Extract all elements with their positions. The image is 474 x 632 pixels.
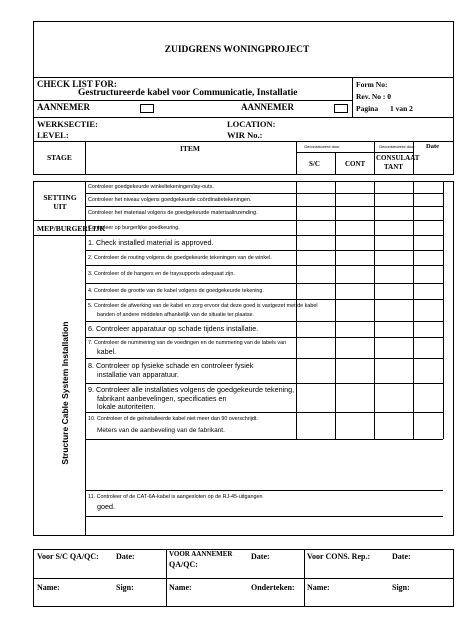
row-line xyxy=(85,321,443,322)
level-bottom-line xyxy=(33,141,454,142)
install-item-5-cont: banden of andere middelen afhankelijk van de situatie ter plaatse. xyxy=(97,312,255,318)
aannemer-top-line xyxy=(33,100,352,101)
install-item-8-cont: installatie van apparatuur. xyxy=(97,370,179,379)
install-item-11: 11. Controleer of de CAT-6A-kabel is aangesloten op de RJ-45-uitgangen xyxy=(88,494,263,500)
aannemer-label-1: AANNEMER xyxy=(37,102,90,112)
install-item-2: 2. Controleer de routing volgens de goedgekeurde tekeningen van de winkel. xyxy=(88,255,272,261)
stage-col-line xyxy=(85,141,86,175)
sc-col-line xyxy=(296,141,297,175)
location-label: LOCATION: xyxy=(227,119,276,129)
aannemer-checkbox-1[interactable] xyxy=(140,104,154,113)
pagina-value: 1 van 2 xyxy=(390,104,413,113)
tant-header: TANT xyxy=(384,163,403,171)
name-label-2: Name: xyxy=(169,583,192,592)
qa-qc-label: QA/QC: xyxy=(169,560,198,569)
aannemer-bottom-line xyxy=(33,117,454,118)
level-label: LEVEL: xyxy=(37,130,69,140)
install-item-9-cont: fabrikant aanbevelingen, specificaties en xyxy=(97,394,227,403)
date-label-2: Date: xyxy=(251,552,270,561)
row-line xyxy=(85,283,443,284)
row-line xyxy=(85,250,443,251)
wir-no-label: WIR No.: xyxy=(227,130,263,140)
geconstrueerd-line xyxy=(296,152,413,153)
aannemer-label-2: AANNEMER xyxy=(241,102,294,112)
checklist-subject: Gestructureerde kabel voor Communicatie, Installatie xyxy=(78,88,298,98)
row-line xyxy=(85,206,443,207)
row-line xyxy=(33,235,443,236)
setting-item: Controleer het materiaal volgens de goedgekeurde materiaalinzending. xyxy=(88,210,258,216)
install-item-3: 3. Controleer of de hangers en de traysupports adequaat zijn. xyxy=(88,271,235,277)
name-label-1: Name: xyxy=(37,583,60,592)
onderteken-label: Onderteken: xyxy=(251,583,295,592)
install-item-9: 9. Controleer alle installaties volgens de goedgekeurde tekening, xyxy=(88,385,295,394)
voor-sc-label: Voor S/C QA/QC: xyxy=(37,552,99,561)
install-item-9-cont2: lokale autoriteiten. xyxy=(97,402,156,411)
header-divider xyxy=(33,77,454,78)
cont-header: CONT xyxy=(345,160,366,168)
geconstrueerd-label-1: Geconstrueerd door xyxy=(304,144,340,149)
install-item-8: 8. Controleer op fysieke schade en controleer fysiek xyxy=(88,361,254,370)
consulaat-header: CONSULAAT xyxy=(376,154,420,162)
item-header: ITEM xyxy=(180,144,201,153)
date-label-1: Date: xyxy=(116,552,135,561)
install-item-10-cont: Meters van de aanbeveling van de fabrikant. xyxy=(97,427,225,434)
install-item-4: 4. Controleer de grootte van de kabel volgens de goedgekeurde tekening. xyxy=(88,288,264,294)
row-line xyxy=(85,337,443,338)
install-item-11-cont: goed. xyxy=(97,502,115,511)
setting-item: Controleer goedgekeurde winkeltekeningen/lay-outs. xyxy=(88,184,214,190)
werksectie-label: WERKSECTIE: xyxy=(37,119,98,129)
sc-header: S/C xyxy=(309,160,320,168)
pagina-label: Pagina xyxy=(356,104,379,113)
row-line xyxy=(85,265,443,266)
rev-no-label: Rev. No : 0 xyxy=(356,92,391,101)
cont-col-line xyxy=(335,152,336,175)
cons-col-line xyxy=(374,141,375,175)
row-line xyxy=(85,412,443,413)
name-label-3: Name: xyxy=(307,583,330,592)
install-item-6: 6. Controleer apparatuur op schade tijdens installatie. xyxy=(88,324,259,333)
row-line xyxy=(85,383,443,384)
row-line xyxy=(85,358,443,359)
setting-uit-label: SETTING UIT xyxy=(43,193,77,211)
stage-header: STAGE xyxy=(47,153,72,162)
setting-item: Controleer het niveau volgens goedgekeurde coördinatietekeningen. xyxy=(88,197,252,203)
row-line xyxy=(33,220,443,221)
row-line xyxy=(85,516,443,517)
row-line xyxy=(85,193,443,194)
row-line xyxy=(85,439,443,440)
install-item-10: 10. Controleer of de geïnstalleerde kabel niet meer dan 90 overschrijdt. xyxy=(88,416,258,422)
voor-aannemer-label: VOOR AANNEMER xyxy=(169,550,233,558)
sign-label-1: Sign: xyxy=(116,583,134,592)
form-no-label: Form No: xyxy=(356,80,388,89)
mep-label: MEP/BURGERLIJK xyxy=(37,224,106,233)
install-item-1: 1. Check installed material is approved. xyxy=(88,238,214,247)
install-item-7-cont: kabel. xyxy=(97,347,117,356)
geconstrueerd-label-2: Geconstrueerd door xyxy=(379,144,415,149)
checklist-for-label: CHECK LIST FOR: xyxy=(37,79,117,89)
install-item-7: 7. Controleer de nummering van de voedingen en de nummering van de labels van xyxy=(88,340,287,346)
row-line xyxy=(85,490,443,491)
date-header: Date xyxy=(426,143,439,150)
sig-mid-line xyxy=(33,578,454,579)
project-title: ZUIDGRENS WONINGPROJECT xyxy=(164,45,310,55)
aannemer-checkbox-2[interactable] xyxy=(334,104,348,113)
structure-stage-label: Structure Cable System Installation xyxy=(60,321,70,465)
mep-item: Controleer op burgerlijke goedkeuring. xyxy=(88,225,180,231)
install-item-5: 5. Controleer de afwerking van de kabel en zorg ervoor dat deze goed is vastgezet met de kabel xyxy=(88,303,318,309)
date-label-3: Date: xyxy=(392,552,411,561)
check-col-5 xyxy=(443,181,444,439)
form-info-divider xyxy=(352,77,353,117)
row-line xyxy=(85,299,443,300)
sign-label-3: Sign: xyxy=(392,583,410,592)
voor-cons-label: Voor CONS. Rep.: xyxy=(307,552,371,561)
